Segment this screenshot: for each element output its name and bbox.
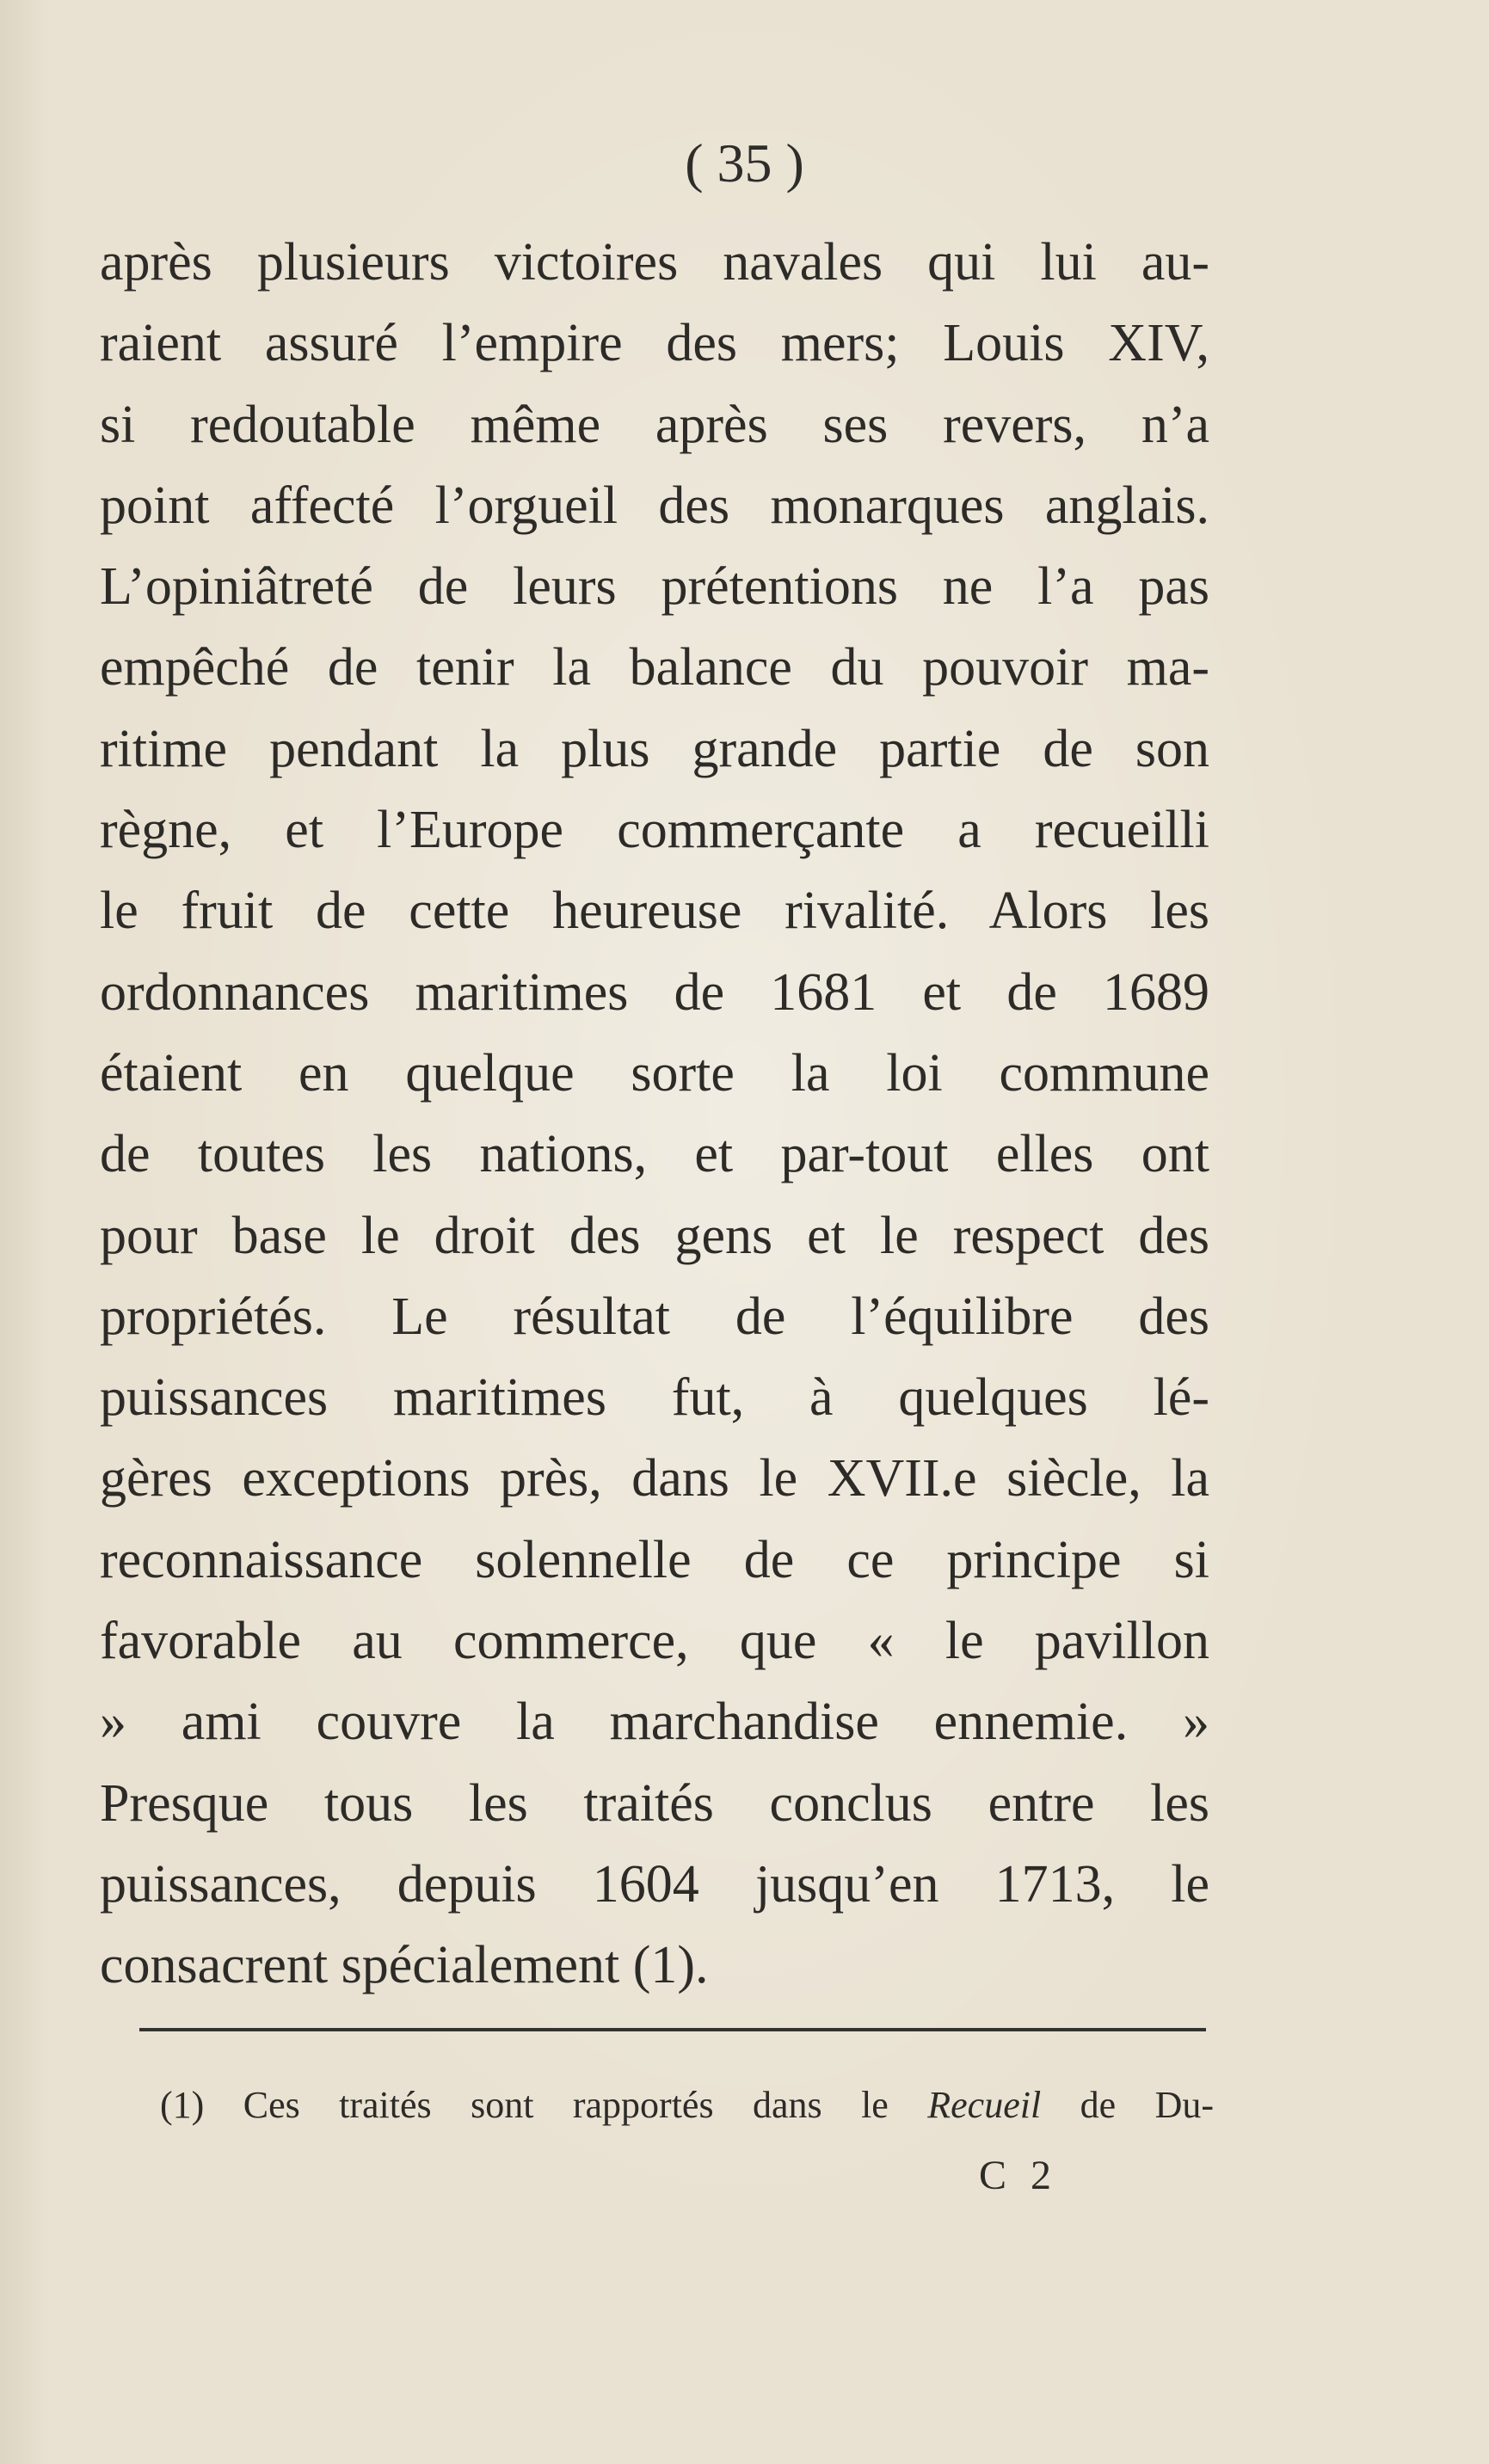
- text-line: si redoutable même après ses revers, n’a: [100, 395, 1209, 454]
- text-line: raient assuré l’empire des mers; Louis XIV,: [100, 314, 1209, 373]
- text-line: pour base le droit des gens et le respect des: [100, 1206, 1209, 1265]
- text-line: L’opiniâtreté de leurs prétentions ne l’a pas: [100, 557, 1209, 617]
- signature-mark: C 2: [979, 2153, 1059, 2198]
- text-line: » ami couvre la marchandise ennemie. »: [100, 1693, 1209, 1752]
- body-text: [100, 222, 1209, 2006]
- text-line: consacrent spécialement (1).: [100, 1936, 709, 1995]
- footnote-text-end: de Du-: [1041, 2084, 1214, 2126]
- text-line: de toutes les nations, et par-tout elles ont: [100, 1125, 1209, 1184]
- text-line: règne, et l’Europe commerçante a recueilli: [100, 801, 1209, 860]
- text-line: point affecté l’orgueil des monarques anglais.: [100, 476, 1209, 535]
- footnote: [160, 2080, 1214, 2131]
- text-line: étaient en quelque sorte la loi commune: [100, 1043, 1209, 1103]
- text-line: gères exceptions près, dans le XVII.e siècle, la: [100, 1449, 1209, 1509]
- text-line: ritime pendant la plus grande partie de son: [100, 719, 1209, 778]
- text-line: propriétés. Le résultat de l’équilibre des: [100, 1287, 1209, 1346]
- text-line: Presque tous les traités conclus entre les: [100, 1773, 1209, 1833]
- footnote-text: (1) Ces traités sont rapportés dans le: [160, 2084, 928, 2126]
- text-line: le fruit de cette heureuse rivalité. Alors les: [100, 882, 1209, 941]
- text-line: après plusieurs victoires navales qui lui au-: [100, 233, 1209, 292]
- text-line: ordonnances maritimes de 1681 et de 1689: [100, 962, 1209, 1022]
- text-line: puissances, depuis 1604 jusqu’en 1713, le: [100, 1854, 1209, 1914]
- footnote-rule: [139, 2028, 1206, 2031]
- footnote-italic-title: Recueil: [927, 2084, 1042, 2126]
- text-line: reconnaissance solennelle de ce principe si: [100, 1530, 1209, 1589]
- page-number: ( 35 ): [685, 132, 804, 194]
- text-line: empêché de tenir la balance du pouvoir ma-: [100, 638, 1209, 697]
- text-line: favorable au commerce, que « le pavillon: [100, 1612, 1209, 1671]
- text-line: puissances maritimes fut, à quelques lé-: [100, 1368, 1209, 1428]
